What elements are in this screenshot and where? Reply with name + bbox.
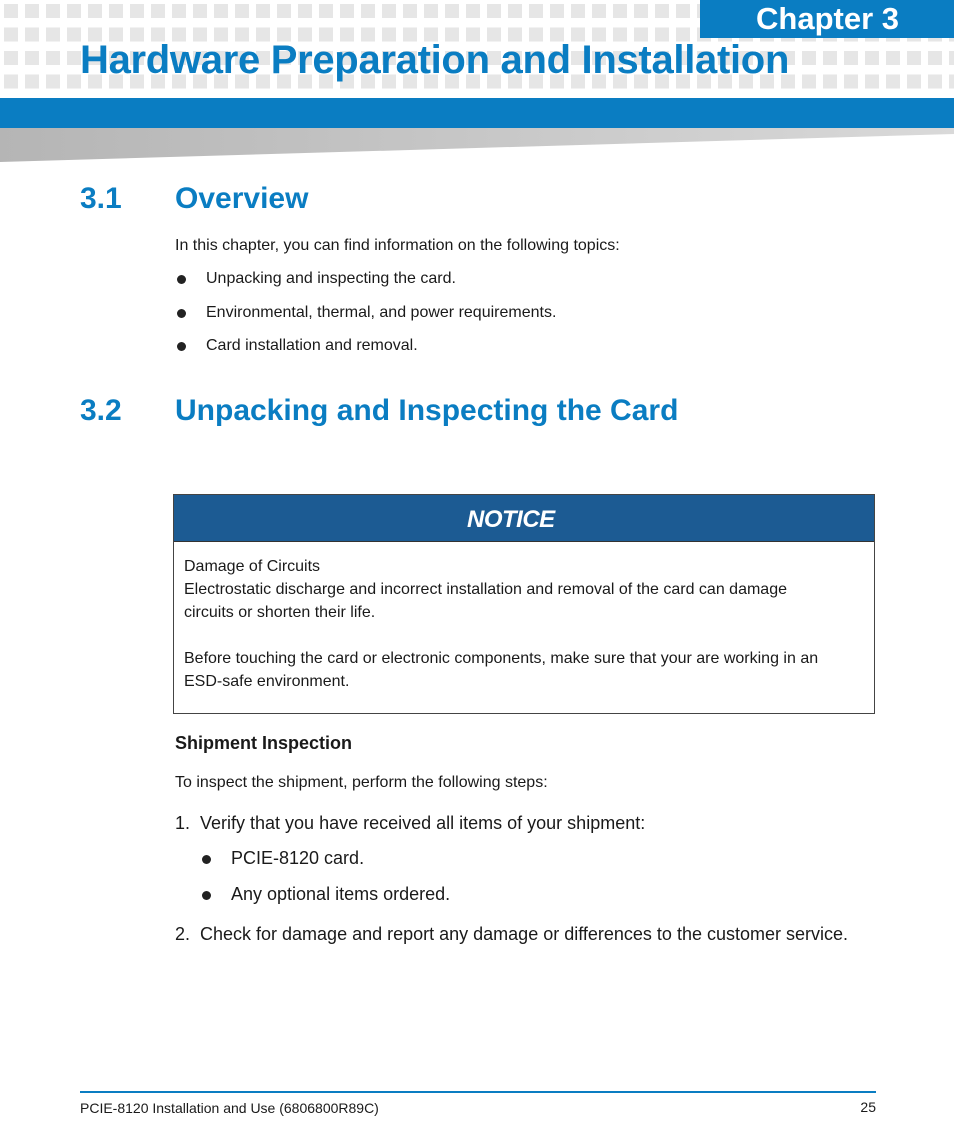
- header-blue-band: [0, 98, 954, 128]
- section-number: 3.1: [80, 182, 122, 215]
- bullet-icon: [177, 275, 186, 284]
- notice-label: NOTICE: [174, 495, 874, 542]
- notice-title: Damage of Circuits: [184, 558, 321, 575]
- shipment-intro: To inspect the shipment, perform the following steps:: [175, 774, 548, 791]
- bullet-icon: [202, 855, 211, 864]
- notice-text: ESD-safe environment.: [184, 673, 350, 690]
- footer-page-number: 25: [860, 1099, 876, 1115]
- bullet-icon: [177, 342, 186, 351]
- bullet-icon: [177, 309, 186, 318]
- notice-text: Before touching the card or electronic components, make sure that your are working in an: [184, 650, 819, 667]
- step-number: 2.: [175, 924, 191, 944]
- bullet-icon: [202, 891, 211, 900]
- footer-doc-title: PCIE-8120 Installation and Use (6806800R89C): [80, 1100, 379, 1116]
- step-number: 1.: [175, 813, 191, 833]
- list-item-text: PCIE-8120 card.: [231, 848, 365, 868]
- chapter-tab: Chapter 3: [700, 0, 954, 38]
- list-item-text: Any optional items ordered.: [231, 884, 451, 904]
- notice-box: [173, 494, 875, 714]
- section-heading-overview: [80, 182, 308, 216]
- notice-body: [184, 555, 818, 693]
- section-heading-unpacking: [80, 394, 678, 428]
- section-number: 3.2: [80, 394, 122, 427]
- header-grey-swoosh: [0, 128, 954, 164]
- section-title: Overview: [175, 182, 309, 215]
- list-item-text: Card installation and removal.: [206, 337, 418, 354]
- footer-rule: [80, 1091, 876, 1093]
- step-text: Check for damage and report any damage or differences to the customer service.: [200, 924, 849, 944]
- page-title: Hardware Preparation and Installation: [80, 38, 790, 82]
- section-title: Unpacking and Inspecting the Card: [175, 394, 679, 427]
- overview-intro: In this chapter, you can find information on the following topics:: [175, 237, 620, 254]
- shipment-heading: Shipment Inspection: [175, 733, 353, 753]
- notice-text: Electrostatic discharge and incorrect installation and removal of the card can damage: [184, 581, 787, 598]
- step-text: Verify that you have received all items of your shipment:: [200, 813, 646, 833]
- notice-text: circuits or shorten their life.: [184, 604, 376, 621]
- list-item-text: Environmental, thermal, and power requirements.: [206, 304, 557, 321]
- list-item-text: Unpacking and inspecting the card.: [206, 270, 456, 287]
